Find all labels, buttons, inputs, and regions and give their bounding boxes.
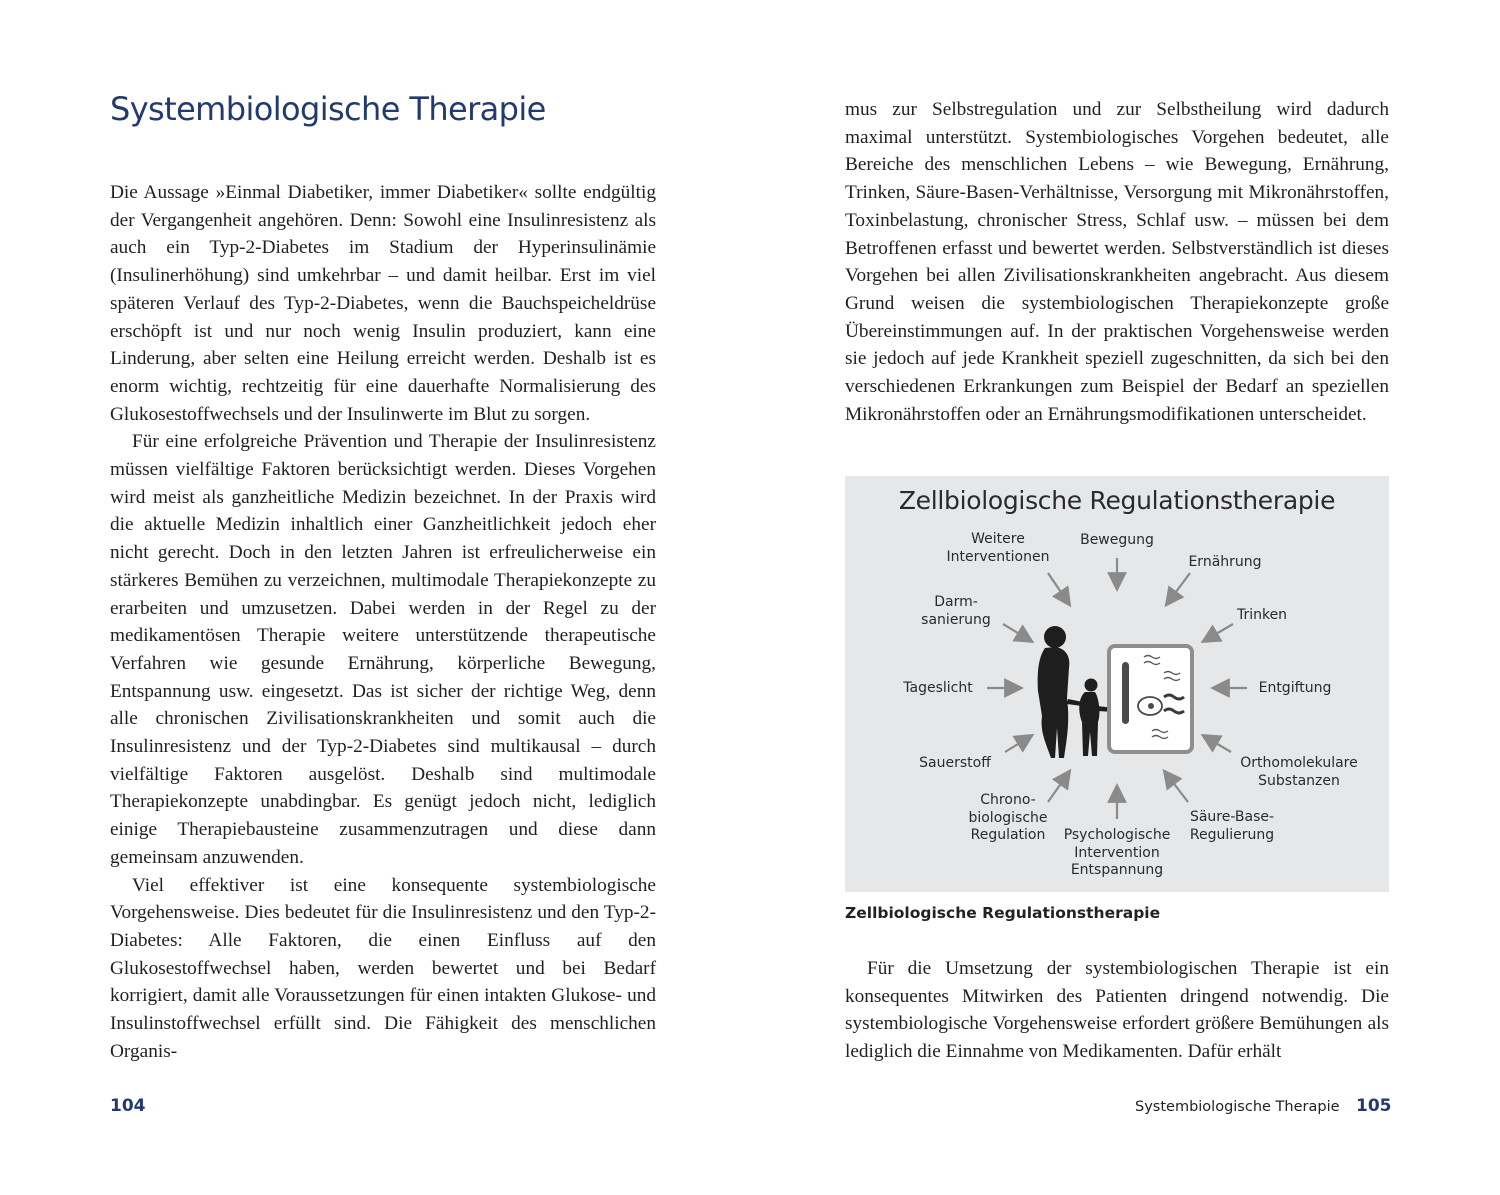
- label-bewegung: Bewegung: [1080, 532, 1154, 548]
- label-ernaehrung: Ernährung: [1188, 554, 1262, 570]
- arrow-trinken: [1204, 624, 1233, 641]
- arrow-orthomolekulare: [1204, 736, 1231, 752]
- paragraph-continued: mus zur Selbstregulation und zur Selbstheilung wird dadurch maximal unterstützt. Systembiologisches Vorgehen bedeutet, alle Bereiche des menschlichen Lebens – wie Bewegung, Ernährung, Trinken, Säure-Basen-Verhältnisse, Versorgung mit Mikronährstoffen, Toxinbelastung, chronischer Stress, Schlaf usw. – müssen bei dem Betroffenen erfasst und bewertet werden. Selbstverständlich ist dieses Vorgehen bei allen Zivilisationskrankheiten angebracht. Aus diesem Grund weisen die systembiologischen Therapiekonzepte große Übereinstimmungen auf. In der praktischen Vorgehensweise werden sie jedoch auf jede Krankheit speziell zugeschnitten, da sich bei den verschiedenen Erkrankungen zum Beispiel der Bedarf an speziellen Mikronährstoffen oder an Ernährungsmodifikationen unterscheidet.: [845, 99, 1389, 425]
- left-page-body: [110, 179, 656, 1066]
- label-saeure-base-regulierung: Säure-Base- Regulierung: [1189, 809, 1275, 843]
- arrow-darm: [1003, 624, 1031, 641]
- figure-title: Zellbiologische Regulationstherapie: [898, 486, 1336, 515]
- regulation-therapy-figure: [845, 476, 1389, 892]
- label-tageslicht: Tageslicht: [903, 680, 973, 696]
- label-orthomolekulare-substanzen: Orthomolekulare Substanzen: [1240, 755, 1358, 789]
- paragraph: Viel effektiver ist eine konsequente systembiologische Vorgehensweise. Dies bedeutet für die Insulinresistenz und den Typ-2-Diabetes: Alle Faktoren, die einen Einfluss auf den Glukosestoffwechsel haben, werden bewertet und bei Bedarf korrigiert, damit alle Voraussetzungen für einen intakten Glukose- und Insulinstoffwechsel erfüllt sind. Die Fähigkeit des menschlichen Organis-: [110, 874, 656, 1062]
- cell-illustration: [1109, 646, 1192, 752]
- label-trinken: Trinken: [1236, 607, 1288, 623]
- label-chronobiologische-regulation: Chrono- biologische Regulation: [968, 792, 1048, 843]
- label-psychologische-intervention: Psychologische Intervention Entspannung: [1063, 827, 1171, 878]
- right-page-body-after-figure: [845, 955, 1389, 1066]
- paragraph: Für die Umsetzung der systembiologischen Therapie ist ein konsequentes Mitwirken des Patienten dringend notwendig. Die systembiologische Vorgehensweise erfordert größere Bemühungen als lediglich die Einnahme von Medikamenten. Dafür erhält: [845, 958, 1389, 1063]
- arrow-ernaehrung: [1167, 573, 1190, 604]
- right-page-body: [845, 96, 1389, 428]
- label-darmsanierung: Darm- sanierung: [921, 594, 991, 628]
- arrow-sauerstoff: [1005, 736, 1031, 752]
- page-number-left: 104: [110, 1096, 146, 1116]
- figure-caption: Zellbiologische Regulationstherapie: [845, 904, 1161, 922]
- chapter-title: Systembiologische Therapie: [110, 90, 546, 128]
- arrow-weitere: [1048, 573, 1069, 604]
- paragraph: Für eine erfolgreiche Prävention und Therapie der Insulinresistenz müssen vielfältige Faktoren berücksichtigt werden. Dieses Vorgehen wird meist als ganzheitliche Medizin bezeichnet. In der Praxis wird die aktuelle Medizin inhaltlich einer Ganzheitlichkeit jedoch eher nicht gerecht. Doch in den letzten Jahren ist erfreulicherweise ein stärkeres Bemühen zu verzeichnen, multimodale Therapiekonzepte zu erarbeiten und umzusetzen. Dabei werden in der Regel zu der medikamentösen Therapie weitere unterstützende therapeutische Verfahren wie gesunde Ernährung, körperliche Bewegung, Entspannung usw. eingesetzt. Das ist sicher der richtige Weg, denn alle chronischen Zivilisationskrankheiten und somit auch die Insulinresistenz und der Typ-2-Diabetes sind multikausal – durch vielfältige Faktoren ausgelöst. Deshalb sind multimodale Therapiekonzepte unabdingbar. Es genügt jedoch nicht, lediglich einige Therapiebausteine zusammenzutragen und diese dann gemeinsam anzuwenden.: [110, 431, 656, 868]
- arrow-saeure: [1165, 772, 1188, 802]
- label-sauerstoff: Sauerstoff: [919, 755, 991, 771]
- arrow-chrono: [1048, 772, 1069, 802]
- label-entgiftung: Entgiftung: [1258, 680, 1332, 696]
- family-silhouette: [1038, 626, 1115, 758]
- label-weitere-interventionen: Weitere Interventionen: [946, 531, 1050, 565]
- running-header: Systembiologische Therapie: [1135, 1099, 1340, 1115]
- page-number-right: 105: [1356, 1096, 1392, 1116]
- paragraph: Die Aussage »Einmal Diabetiker, immer Diabetiker« sollte endgültig der Vergangenheit angehören. Denn: Sowohl eine Insulinresistenz als auch ein Typ-2-Diabetes im Stadium der Hyperinsulinämie (Insulinerhöhung) sind umkehrbar – und damit heilbar. Erst im viel späteren Verlauf des Typ-2-Diabetes, wenn die Bauchspeicheldrüse erschöpft ist und nur noch wenig Insulin produziert, kann eine Linderung, aber selten eine Heilung erreicht werden. Deshalb ist es enorm wichtig, rechtzeitig für eine dauerhafte Normalisierung des Glukosestoffwechsels und der Insulinwerte im Blut zu sorgen.: [110, 182, 656, 425]
